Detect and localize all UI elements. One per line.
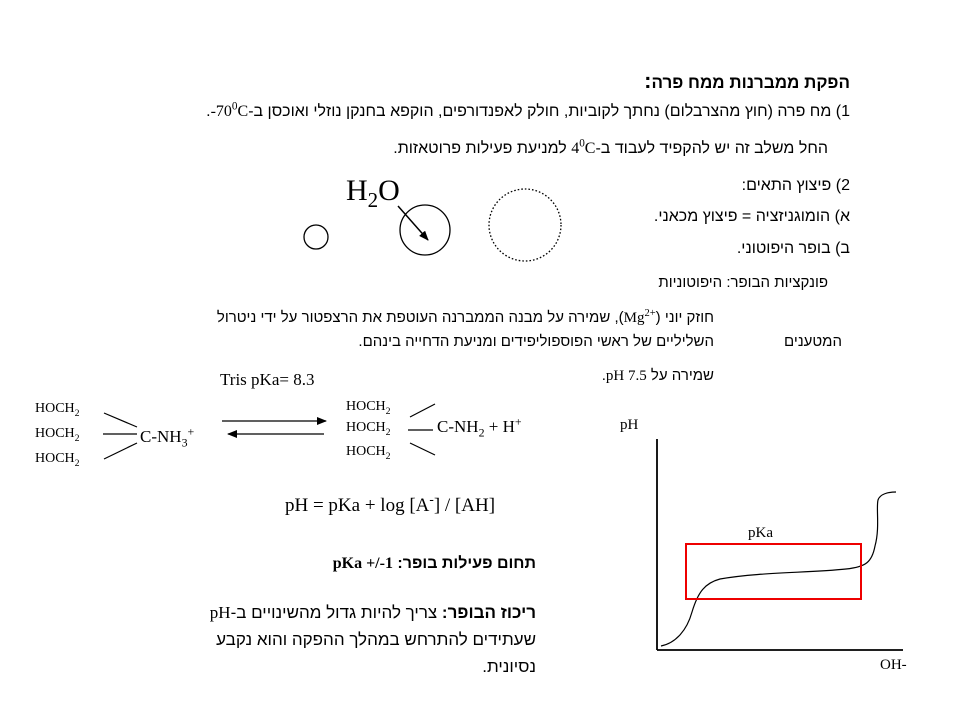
ph-keep-end: . [601,367,606,384]
step-2-heading: 2) פיצוץ התאים: [741,177,850,194]
right-hoch-1: $HOCH_2$ [346,399,391,417]
right-hoch-2: $HOCH_2$ [346,420,391,438]
right-hoch-3: $HOCH_2$ [346,444,391,462]
charged-line: השליליים של ראשי הפוספוליפידים ומניעת הדחייה בינהם. [358,333,714,350]
step-1-end: . [206,103,211,120]
buffer-concentration-line-2: שעתידים להתרחש במהלך ההפקה והוא נקבע [216,630,536,649]
bond-line [410,404,435,417]
step-1-text: מח פרה (חוץ מהצרבלום) נחתך לקוביות, חולק לאפנדורפים, הוקפא בחנקן נוזלי ואוכסן ב- [248,103,832,120]
ionic-text-2: ), שמירה על מבנה הממברנה העוטפת את הרצפטור על ידי ניטרול [216,309,624,326]
buffer-range-value: pKa +/-1 [332,555,393,572]
buffer-concentration-line-1 [210,603,536,623]
step-1-temperature: $-70^0C$ [210,100,249,120]
swelling-cell [400,205,450,255]
pka-region-box [686,544,861,599]
buffer-concentration-text: צריך להיות גדול מהשינויים ב- [230,603,442,622]
water-arrow [398,206,428,240]
buffer-range-label: תחום פעילות בופר: [397,555,536,572]
henderson-hasselbalch-equation: pH = pKa + log [A-] / [AH] [285,491,496,516]
step-2a-text: א) הומוגניזציה = פיצוץ מכאני. [653,208,850,225]
protonated-tris: $C-NH_3^+$ [140,424,195,450]
left-hoch-1: $HOCH_2$ [35,401,80,419]
water-label: $H_2O$ [346,174,400,212]
buffer-concentration-ph: pH [209,603,231,622]
buffer-concentration-label: ריכוז הבופר: [441,603,536,622]
bond-line [410,443,435,455]
buffer-functions: פונקציות הבופר: היפוטוניות [658,274,828,291]
ph-keep-value: pH 7.5 [605,368,647,384]
charged-word: המטענים [784,333,842,350]
step-1b-text: החל משלב זה יש להקפיד לעבוד ב- [595,140,828,157]
left-hoch-3: $HOCH_2$ [35,451,80,469]
bond-line [104,413,137,427]
left-hoch-2: $HOCH_2$ [35,426,80,444]
small-cell [304,225,328,249]
title-text: הפקת ממברנות ממח פרה [651,73,850,92]
burst-cell [489,189,561,261]
magnesium-ion: $Mg^{2+}$ [623,308,656,326]
tris-title: Tris pKa= 8.3 [220,370,315,389]
step-1b-end: למניעת פעילות פרוטאזות. [393,140,567,157]
ph-keep-text: שמירה על [646,367,714,384]
buffer-range-line [333,555,536,573]
bond-line [104,443,137,459]
step-2b-text: ב) בופר היפוטוני. [736,240,850,257]
chart-pka-label: pKa [748,525,773,541]
chart-y-axis-label: pH [620,417,639,433]
chart-x-axis-label: OH- [880,657,907,673]
title-colon: : [644,68,652,93]
ionic-text-1: חוזק יוני ( [655,309,714,326]
buffer-concentration-line-3: נסיונית. [482,657,536,676]
deprotonated-tris: $C-NH_2 + H^+$ [437,414,522,440]
step-1-number: 1) [835,103,850,120]
step-1b-temperature: $4^0C$ [571,137,596,157]
